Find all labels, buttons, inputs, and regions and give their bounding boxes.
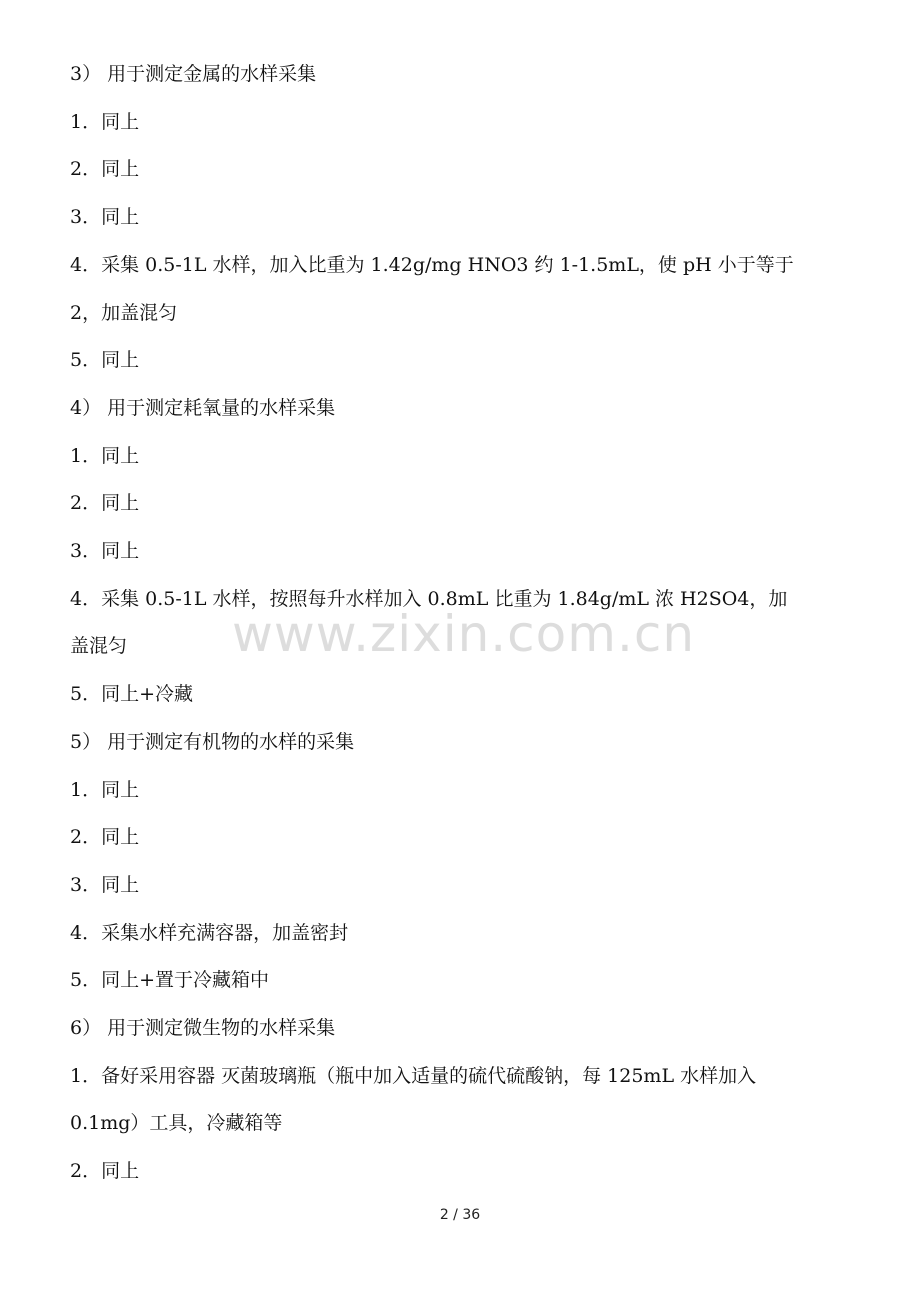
document-line: 5） 用于测定有机物的水样的采集	[70, 730, 355, 753]
document-line: 0.1mg）工具，冷藏箱等	[70, 1112, 283, 1135]
page-number: 2 / 36	[439, 1207, 481, 1223]
document-line: 1．同上	[70, 110, 140, 133]
document-line: 3．同上	[70, 873, 140, 896]
document-line: 1．备好采用容器 灭菌玻璃瓶（瓶中加入适量的硫代硫酸钠，每 125mL 水样加入	[70, 1064, 757, 1087]
document-line: 3．同上	[70, 206, 140, 229]
document-line: 4．采集 0.5-1L 水样，加入比重为 1.42g/mg HNO3 约 1-1.5mL，使 pH 小于等于	[70, 253, 794, 276]
document-line: 2，加盖混匀	[70, 301, 178, 324]
document-line: 3．同上	[70, 540, 140, 562]
document-line: 2．同上	[70, 492, 140, 515]
document-line: 5．同上+冷藏	[70, 683, 194, 706]
watermark: www.zixin.com.cn	[232, 605, 696, 663]
document-line: 6） 用于测定微生物的水样采集	[70, 1017, 336, 1039]
document-line: 5．同上+置于冷藏箱中	[70, 969, 270, 992]
document-line: 5．同上	[70, 349, 140, 372]
document-line: 2．同上	[70, 1160, 140, 1183]
document-line: 4．采集 0.5-1L 水样，按照每升水样加入 0.8mL 比重为 1.84g/mL 浓 H2SO4，加	[70, 587, 788, 610]
document-line: 1．同上	[70, 778, 140, 801]
document-line: 4） 用于测定耗氧量的水样采集	[70, 396, 336, 419]
document-line: 盖混匀	[70, 635, 128, 658]
document-line: 3） 用于测定金属的水样采集	[70, 63, 317, 85]
document-line: 2．同上	[70, 158, 140, 181]
document-line: 1．同上	[70, 444, 140, 467]
document-line: 4．采集水样充满容器，加盖密封	[70, 921, 349, 944]
document-line: 2．同上	[70, 826, 140, 849]
